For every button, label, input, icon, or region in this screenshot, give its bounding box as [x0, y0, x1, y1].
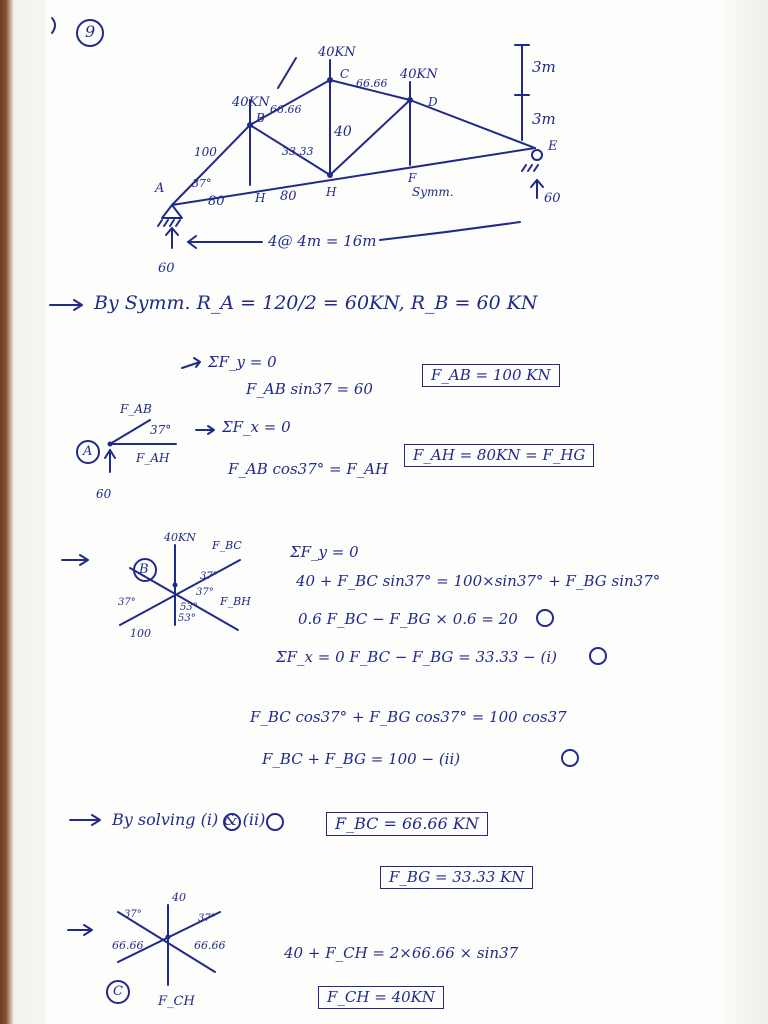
arrow-step3 — [70, 815, 100, 825]
node-label-f: F — [408, 171, 417, 185]
fbd-b-angle-3: 37° — [196, 587, 214, 598]
result-fch: F_CH = 40KN — [318, 986, 444, 1009]
arrow-step4 — [68, 925, 92, 935]
support-e-hatch — [522, 165, 538, 171]
step1-fab-eq: F_AB sin37 = 60 — [246, 380, 373, 398]
reaction-a-value: 60 — [158, 261, 175, 276]
load-b-diag — [278, 58, 296, 88]
reaction-e-value: 60 — [544, 191, 561, 206]
angle-a: 37° — [192, 177, 212, 190]
result-fbc: F_BC = 66.66 KN — [326, 812, 488, 836]
member-cd-value: 66.66 — [356, 77, 388, 90]
step2-eq1: 40 + F_BC sin37° = 100×sin37° + F_BG sin37° — [296, 572, 661, 590]
node-label-a: A — [155, 181, 165, 196]
fbd-c-angle-2: 37° — [198, 913, 216, 924]
step1-sum-fy: ΣF_y = 0 — [208, 353, 277, 371]
fbd-b-angle-1: 37° — [200, 571, 218, 582]
node-label-b: B — [256, 111, 265, 125]
fbd-a-label-fab: F_AB — [120, 402, 152, 416]
step2-eq5: F_BC + F_BG = 100 − (ii) — [262, 750, 461, 768]
load-label-c: 40KN — [318, 45, 356, 60]
node-label-h1: H — [255, 191, 266, 205]
fbd-b-label-100: 100 — [130, 627, 151, 640]
fbd-a-fab — [110, 420, 150, 444]
node-label-e: E — [548, 139, 558, 154]
height-label-bottom: 3m — [532, 110, 556, 128]
arrow-step2 — [62, 555, 88, 565]
step1-fah-eq: F_AB cos37° = F_AH — [228, 460, 389, 478]
span-arrow-right — [380, 222, 520, 240]
fbd-b-angle-4: 53° — [180, 602, 198, 613]
step2-sum-fy: ΣF_y = 0 — [290, 543, 359, 561]
step2-eq2: 0.6 F_BC − F_BG × 0.6 = 20 — [298, 610, 518, 628]
load-label-b: 40KN — [232, 95, 270, 110]
fbd-a-label-angle: 37° — [150, 423, 172, 437]
support-a-hatch — [158, 220, 180, 226]
fbd-c-label-40: 40 — [172, 891, 186, 904]
result-fbg: F_BG = 33.33 KN — [380, 866, 533, 889]
fbd-c-label-left: 66.66 — [112, 939, 144, 952]
problem-number: 9 — [85, 22, 96, 41]
member-hg-value: 80 — [280, 189, 297, 204]
fbd-b-label-fbc: F_BC — [212, 539, 242, 552]
support-a — [162, 205, 182, 218]
step3-solving: By solving (i) & (ii) — [112, 810, 266, 829]
arrow-step1 — [50, 300, 82, 310]
fbd-a-label-fah: F_AH — [136, 451, 170, 465]
fbd-c-label-fch: F_CH — [158, 994, 195, 1009]
fbd-a-label-reaction: 60 — [96, 487, 112, 501]
span-label: 4@ 4m = 16m — [268, 232, 377, 250]
node-label-d: D — [428, 95, 438, 109]
load-label-d: 40KN — [400, 67, 438, 82]
fbd-b-label-node: B — [139, 562, 149, 577]
member-bg-value: 33.33 — [282, 145, 314, 158]
step2-eq3: ΣF_x = 0 F_BC − F_BG = 33.33 − (i) — [276, 648, 558, 666]
bottom-chord — [172, 145, 535, 205]
step2-eq4: F_BC cos37° + F_BG cos37° = 100 cos37 — [250, 708, 567, 726]
fbd-a-label-node: A — [83, 444, 93, 459]
fbd-c-label-right: 66.66 — [194, 939, 226, 952]
member-ab-value: 100 — [194, 145, 217, 159]
fbd-b-angle-2: 37° — [118, 597, 136, 608]
symmetry-note: Symm. — [412, 185, 454, 199]
fbd-b-label-load: 40KN — [164, 531, 196, 544]
height-label-top: 3m — [532, 58, 556, 76]
member-cg-value: 40 — [334, 124, 352, 140]
member-ah-value: 80 — [208, 194, 225, 209]
support-e-roller — [532, 150, 542, 160]
step1-reactions: By Symm. R_A = 120/2 = 60KN, R_B = 60 KN — [94, 292, 538, 314]
step1-sum-fx: ΣF_x = 0 — [222, 418, 291, 436]
member-bc-value: 66.66 — [270, 103, 302, 116]
node-label-h2: H — [326, 185, 337, 199]
result-fah: F_AH = 80KN = F_HG — [404, 444, 594, 467]
member-ab — [172, 125, 250, 205]
bracket-mark — [52, 18, 55, 33]
fbd-c-label-node: C — [113, 984, 123, 999]
result-fab: F_AB = 100 KN — [422, 364, 560, 387]
node-label-c: C — [340, 67, 350, 81]
step3-eq: 40 + F_CH = 2×66.66 × sin37 — [284, 944, 519, 962]
fbd-b-angle-5: 53° — [178, 613, 196, 624]
fbd-b-label-fbh: F_BH — [220, 595, 251, 608]
fbd-c-angle-1: 37° — [124, 909, 142, 920]
